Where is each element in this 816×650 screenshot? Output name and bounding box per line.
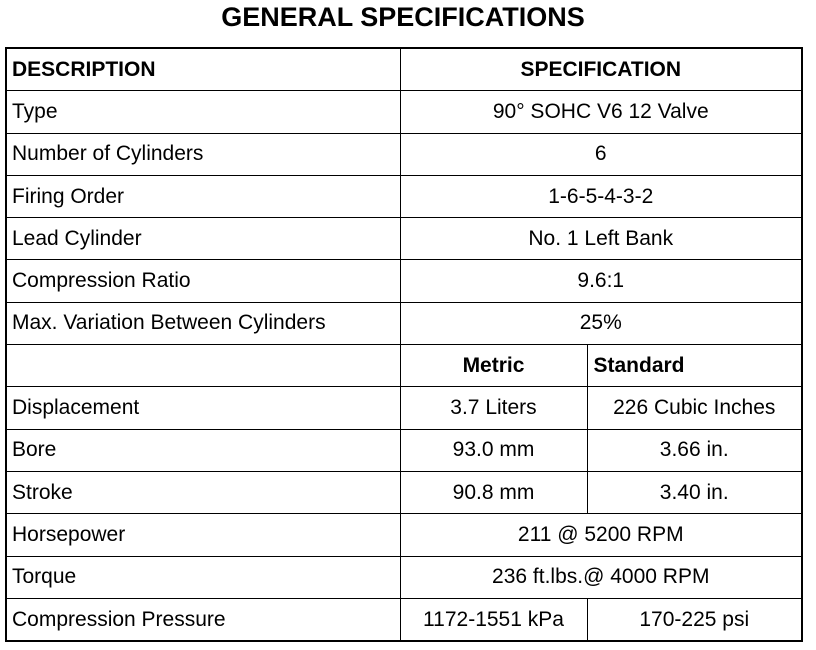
standard-value: 3.66 in.	[587, 429, 802, 471]
metric-value: 93.0 mm	[400, 429, 587, 471]
units-header-row	[6, 345, 802, 387]
metric-value: 90.8 mm	[400, 471, 587, 513]
row-value: 90° SOHC V6 12 Valve	[400, 91, 802, 133]
row-label: Firing Order	[6, 175, 400, 217]
standard-header: Standard	[587, 345, 802, 387]
row-label: Stroke	[6, 471, 400, 513]
empty-cell	[6, 345, 400, 387]
row-value: 236 ft.lbs.@ 4000 RPM	[400, 556, 802, 598]
table-row	[6, 175, 802, 217]
table-row	[6, 429, 802, 471]
row-value: 9.6:1	[400, 260, 802, 302]
table-row	[6, 471, 802, 513]
standard-value: 170-225 psi	[587, 598, 802, 641]
description-header: DESCRIPTION	[6, 48, 400, 91]
table-row	[6, 133, 802, 175]
table-row	[6, 598, 802, 641]
row-value: 25%	[400, 302, 802, 344]
table-row	[6, 218, 802, 260]
table-row	[6, 91, 802, 133]
row-label: Number of Cylinders	[6, 133, 400, 175]
row-label: Displacement	[6, 387, 400, 429]
table-row	[6, 387, 802, 429]
row-label: Horsepower	[6, 514, 400, 556]
table-header-row	[6, 48, 802, 91]
row-value: 211 @ 5200 RPM	[400, 514, 802, 556]
table-row	[6, 514, 802, 556]
table-row	[6, 260, 802, 302]
specification-header: SPECIFICATION	[400, 48, 802, 91]
standard-value: 3.40 in.	[587, 471, 802, 513]
row-label: Compression Pressure	[6, 598, 400, 641]
table-row	[6, 302, 802, 344]
row-value: No. 1 Left Bank	[400, 218, 802, 260]
metric-header: Metric	[400, 345, 587, 387]
row-label: Type	[6, 91, 400, 133]
specifications-table	[5, 47, 803, 642]
metric-value: 3.7 Liters	[400, 387, 587, 429]
row-label: Lead Cylinder	[6, 218, 400, 260]
row-label: Max. Variation Between Cylinders	[6, 302, 400, 344]
metric-value: 1172-1551 kPa	[400, 598, 587, 641]
row-value: 1-6-5-4-3-2	[400, 175, 802, 217]
standard-value: 226 Cubic Inches	[587, 387, 802, 429]
row-label: Compression Ratio	[6, 260, 400, 302]
table-row	[6, 556, 802, 598]
row-value: 6	[400, 133, 802, 175]
row-label: Bore	[6, 429, 400, 471]
row-label: Torque	[6, 556, 400, 598]
page-title: GENERAL SPECIFICATIONS	[221, 2, 585, 32]
